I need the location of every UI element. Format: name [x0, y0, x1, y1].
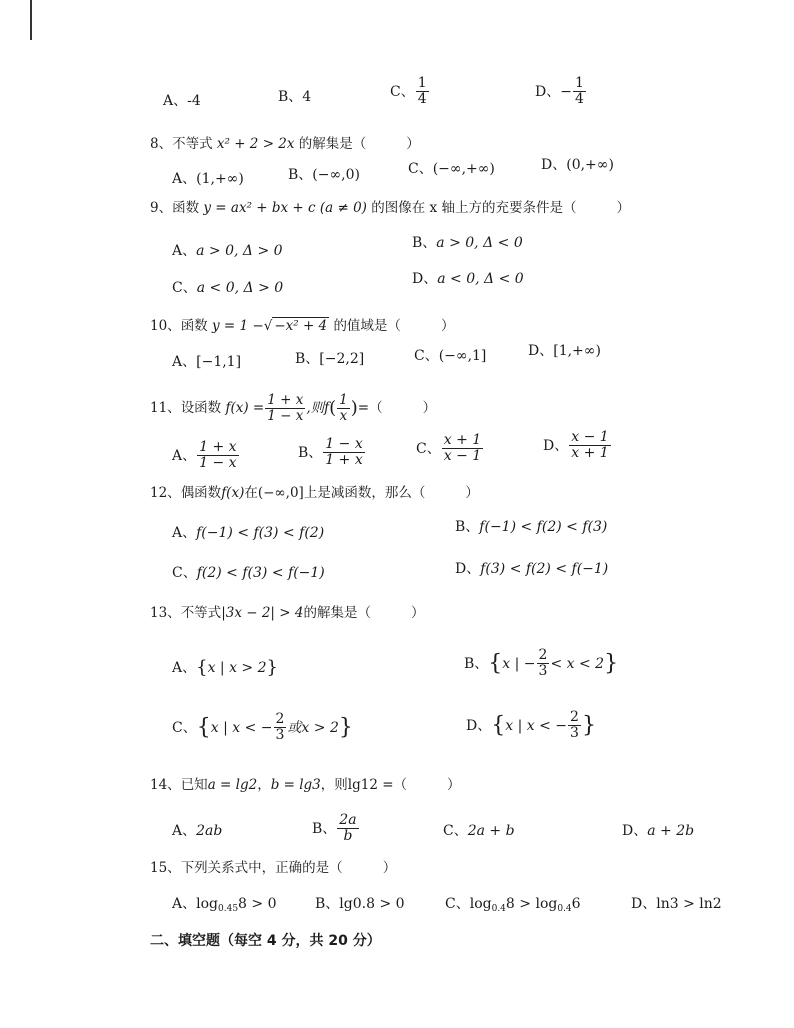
fraction: $\frac{1}{x}$	[339, 392, 348, 424]
q13-option-c[interactable]: C、{x | x < − $\frac{2}{3}$ 或x > 2}	[172, 711, 353, 744]
q14-option-a[interactable]: A、2ab	[172, 823, 223, 839]
scan-edge-mark	[30, 0, 32, 40]
q7-option-a[interactable]	[163, 94, 201, 108]
radicand: −x² + 4	[274, 318, 328, 334]
q9-option-c[interactable]: C、a < 0, Δ > 0	[172, 280, 284, 296]
q14-option-b[interactable]: B、 $\frac{2a}{b}$	[312, 812, 357, 845]
q12-option-a[interactable]: A、f(−1) < f(3) < f(2)	[172, 525, 325, 541]
sqrt-sign: √	[263, 318, 273, 334]
q11-option-a[interactable]: A、 $\frac{1 + x}{1 - x}$	[172, 439, 237, 472]
q7-option-b[interactable]	[278, 90, 311, 104]
option-label: A、	[163, 93, 188, 109]
q13-option-b[interactable]: B、{x | − $\frac{2}{3}$ < x < 2}	[464, 647, 619, 680]
q11-option-b[interactable]: B、 $\frac{1 - x}{1 + x}$	[298, 436, 363, 469]
option-value: 4	[302, 89, 312, 105]
q8-option-d[interactable]: D、(0,+∞)	[541, 157, 614, 173]
q9-option-b[interactable]: B、a > 0, Δ < 0	[412, 235, 523, 251]
option-label: D、	[535, 83, 561, 100]
q8-option-b[interactable]: B、(−∞,0)	[288, 167, 360, 183]
q9-option-d[interactable]: D、a < 0, Δ < 0	[412, 271, 524, 287]
q8-stem: 8、不等式 x² + 2 > 2x 的解集是（ ）	[150, 136, 420, 152]
q9-stem: 9、函数 y = ax² + bx + c (a ≠ 0) 的图像在 x 轴上方的充要条件是（ ）	[150, 200, 630, 216]
q15-stem: 15、下列关系式中，正确的是（ ）	[150, 860, 397, 876]
q9-option-a[interactable]: A、a > 0, Δ > 0	[172, 243, 283, 259]
q8-option-c[interactable]: C、(−∞,+∞)	[408, 161, 495, 177]
q14-option-c[interactable]: C、2a + b	[443, 823, 515, 839]
fraction: $\frac{1 + x}{1 - x}$	[267, 392, 304, 424]
q7-option-c[interactable]	[390, 76, 430, 108]
q14-option-d[interactable]: D、a + 2b	[622, 823, 695, 839]
q11-stem: 11、设函数 f(x) = $\frac{1 + x}{1 - x}$ ,则f( $\frac{1}{x}$ )=（ ）	[150, 392, 437, 424]
q13-stem: 13、不等式|3x − 2| > 4的解集是（ ）	[150, 605, 425, 621]
q15-option-a[interactable]: A、$\log_{0.45}8 > 0$	[172, 896, 277, 914]
q10-option-a[interactable]: A、[−1,1]	[172, 354, 242, 370]
q15-option-c[interactable]: C、$\log_{0.4}8 > \log_{0.4}6$	[445, 896, 581, 914]
q11-option-c[interactable]: C、 $\frac{x + 1}{x - 1}$	[416, 432, 482, 465]
option-label: B、	[278, 89, 303, 105]
q11-option-d[interactable]: D、 $\frac{x - 1}{x + 1}$	[543, 429, 609, 462]
q12-stem: 12、偶函数f(x)在(−∞,0]上是减函数，那么（ ）	[150, 485, 479, 501]
q7-option-d[interactable]	[535, 76, 587, 108]
q15-option-b[interactable]: B、lg0.8 > 0	[315, 896, 405, 912]
q12-option-b[interactable]: B、f(−1) < f(2) < f(3)	[455, 519, 608, 535]
q12-option-d[interactable]: D、f(3) < f(2) < f(−1)	[455, 561, 609, 577]
option-label: C、	[390, 83, 415, 100]
fraction: $\frac{1}{4}$	[417, 75, 427, 108]
q13-option-a[interactable]: A、{x | x > 2}	[172, 657, 278, 678]
section-2-heading: 二、填空题（每空 4 分，共 20 分）	[150, 933, 381, 949]
q10-option-c[interactable]: C、(−∞,1]	[414, 348, 487, 364]
fraction: $\frac{1}{4}$	[574, 75, 584, 108]
q12-option-c[interactable]: C、f(2) < f(3) < f(−1)	[172, 565, 325, 581]
q14-stem: 14、已知a = lg2，b = lg3，则lg12 =（ ）	[150, 777, 461, 793]
minus-sign: −	[560, 83, 572, 100]
q10-option-d[interactable]: D、[1,+∞)	[528, 343, 601, 359]
q15-option-d[interactable]: D、ln3 > ln2	[631, 896, 722, 912]
q8-option-a[interactable]: A、(1,+∞)	[172, 171, 244, 187]
option-value: -4	[187, 93, 201, 109]
q10-stem: 10、函数 y = 1 −√ −x² + 4 的值域是（ ）	[150, 318, 455, 334]
q10-option-b[interactable]: B、[−2,2]	[295, 351, 365, 367]
q13-option-d[interactable]: D、{x | x < − $\frac{2}{3}$ }	[466, 709, 596, 742]
